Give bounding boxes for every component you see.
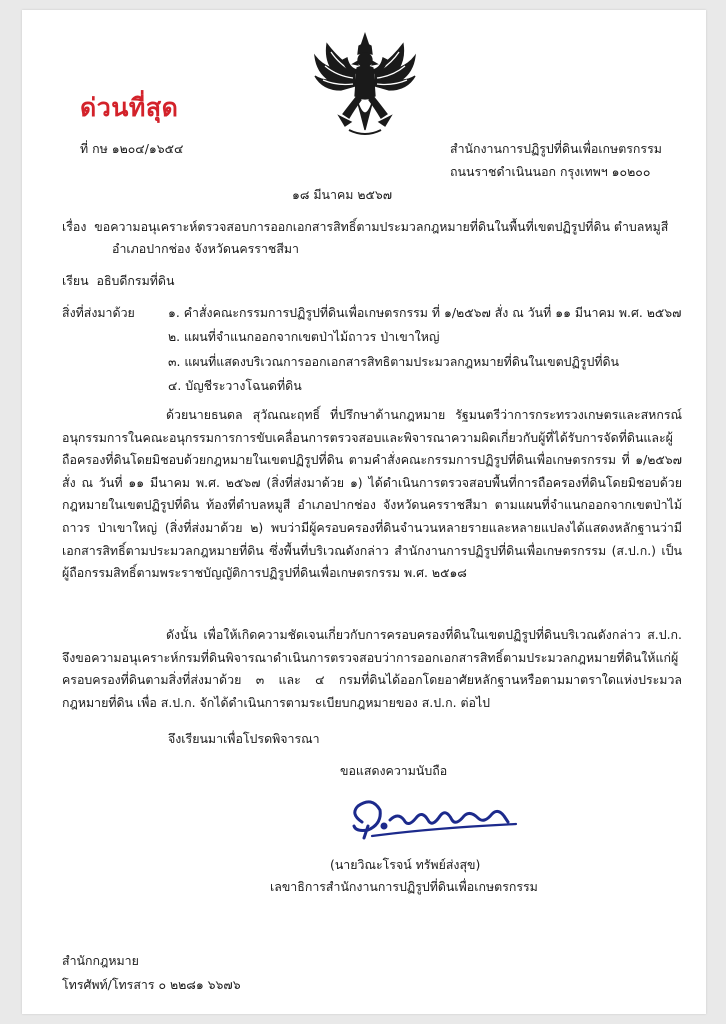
enclosure-item: ๔. บัญชีระวางโฉนดที่ดิน xyxy=(168,378,302,393)
handwritten-signature-icon xyxy=(332,792,522,844)
signer-name: (นายวิณะโรจน์ ทรัพย์ส่งสุข) xyxy=(330,857,481,872)
body-paragraph-2: ดังนั้น เพื่อให้เกิดความชัดเจนเกี่ยวกับการครอบครองที่ดินในเขตปฏิรูปที่ดินบริเวณดังกล่าว ส.ป.ก. จึงขอความอนุเคราะห์กรมที่ดินพิจารณาดำเนินการตรวจสอบว่าการออกเอกสารสิทธิ์ตามประมวลกฎหมายที่ดินให้แก่ผู้ครอบครองที่ดินตามสิ่งที่ส่งมาด้วย ๓ และ ๔ กรมที่ดินได้ออกโดยอาศัยหลักฐานหรือตามมาตราใดแห่งประมวลกฎหมายที่ดิน เพื่อ ส.ป.ก. จักได้ดำเนินการตามระเบียบกฎหมายของ ส.ป.ก. ต่อไป xyxy=(62,627,682,710)
body-paragraph-1: ด้วยนายธนดล สุวัณณะฤทธิ์ ที่ปรึกษาด้านกฎหมาย รัฐมนตรีว่าการกระทรวงเกษตรและสหกรณ์ อนุกรรมการในคณะอนุกรรมการการขับเคลื่อนการตรวจสอบและพิจารณาความผิดเกี่ยวกับผู้ที่ได้รับการจัดที่ดินและผู้ถือครองที่ดินโดยมิชอบด้วยกฎหมายในเขตปฏิรูปที่ดิน ตามคำสั่งคณะกรรมการปฏิรูปที่ดินเพื่อเกษตรกรรม ที่ ๑/๒๕๖๗ สั่ง ณ วันที่ ๑๑ มีนาคม พ.ศ. ๒๕๖๗ (สิ่งที่ส่งมาด้วย ๑) ได้ดำเนินการตรวจสอบพื้นที่การถือครองที่ดินโดยมิชอบด้วยกฎหมายในเขตปฏิรูปที่ดิน ท้องที่ตำบลหมูสี อำเภอปากช่อง จังหวัดนครราชสีมา ตามแผนที่จำแนกออกจากเขตป่าไม้ถาวร ป่าเขาใหญ่ (สิ่งที่ส่งมาด้วย ๒) พบว่ามีผู้ครอบครองที่ดินจำนวนหลายรายและหลายแปลงได้แสดงหลักฐานว่ามีเอกสารสิทธิ์ตามประมวลกฎหมายที่ดิน ซึ่งพื้นที่บริเวณดังกล่าว สำนักงานการปฏิรูปที่ดินเพื่อเกษตรกรรม (ส.ป.ก.) เป็นผู้ถือกรรมสิทธิ์ตามพระราชบัญญัติการปฏิรูปที่ดินเพื่อเกษตรกรรม พ.ศ. ๒๕๑๘ xyxy=(62,407,682,581)
closing-request: จึงเรียนมาเพื่อโปรดพิจารณา xyxy=(168,731,320,746)
recipient-label: เรียน xyxy=(62,273,89,288)
urgency-label: ด่วนที่สุด xyxy=(80,93,179,122)
recipient-name: อธิบดีกรมที่ดิน xyxy=(96,273,175,288)
letter-page xyxy=(22,10,706,1014)
sender-address: ถนนราชดำเนินนอก กรุงเทพฯ ๑๐๒๐๐ xyxy=(450,164,651,179)
footer-phone: โทรศัพท์/โทรสาร ๐ ๒๒๘๑ ๖๖๗๖ xyxy=(62,977,241,992)
enclosure-item: ๓. แผนที่แสดงบริเวณการออกเอกสารสิทธิตามประมวลกฎหมายที่ดินในเขตปฏิรูปที่ดิน xyxy=(168,354,620,369)
subject-text-line1: ขอความอนุเคราะห์ตรวจสอบการออกเอกสารสิทธิ์ตามประมวลกฎหมายที่ดินในพื้นที่เขตปฏิรูปที่ดิน ตำบลหมูสี xyxy=(94,219,669,234)
footer-department: สำนักกฎหมาย xyxy=(62,953,139,968)
recipient-line xyxy=(62,272,174,289)
subject-line xyxy=(62,218,668,235)
enclosure-item: ๑. คำสั่งคณะกรรมการปฏิรูปที่ดินเพื่อเกษตรกรรม ที่ ๑/๒๕๖๗ สั่ง ณ วันที่ ๑๑ มีนาคม พ.ศ. ๒๕๖๗ xyxy=(168,305,682,320)
subject-label: เรื่อง xyxy=(62,219,87,234)
signer-title: เลขาธิการสำนักงานการปฏิรูปที่ดินเพื่อเกษตรกรรม xyxy=(270,879,538,894)
sender-office: สำนักงานการปฏิรูปที่ดินเพื่อเกษตรกรรม xyxy=(450,141,662,156)
enclosure-item: ๒. แผนที่จำแนกออกจากเขตป่าไม้ถาวร ป่าเขาใหญ่ xyxy=(168,329,440,344)
garuda-emblem-icon xyxy=(309,30,421,142)
letter-date: ๑๘ มีนาคม ๒๕๖๗ xyxy=(292,187,393,202)
document-number: ที่ กษ ๑๒๐๔/๑๖๕๔ xyxy=(80,141,184,156)
enclosures-label: สิ่งที่ส่งมาด้วย xyxy=(62,305,135,320)
closing-regards: ขอแสดงความนับถือ xyxy=(340,763,448,778)
subject-text-line2: อำเภอปากช่อง จังหวัดนครราชสีมา xyxy=(112,241,300,256)
